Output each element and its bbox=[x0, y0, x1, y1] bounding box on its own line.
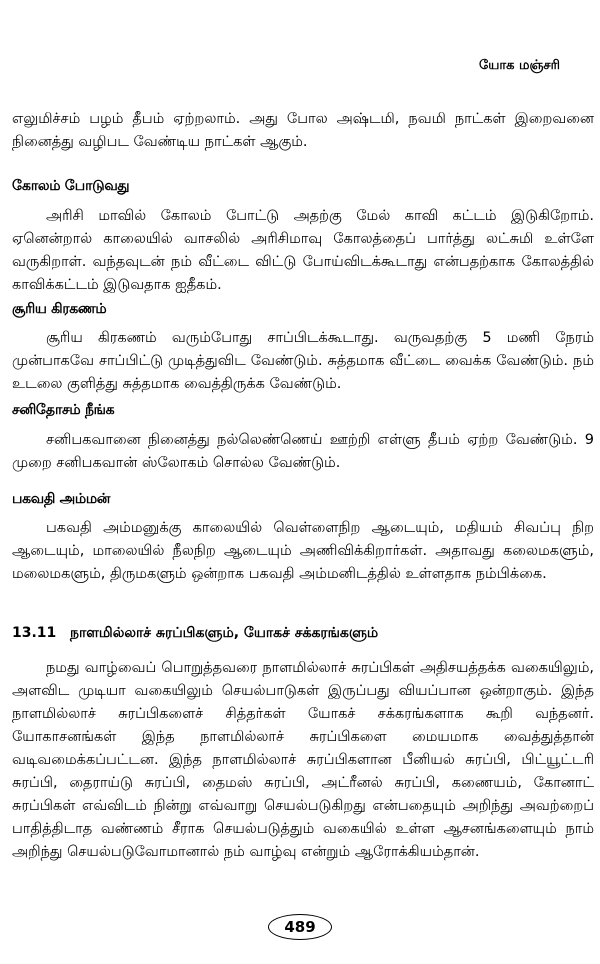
heading-bhagavathi-amman: பகவதி அம்மன் bbox=[12, 491, 111, 507]
paragraph-solar-eclipse: சூரிய கிரகணம் வரும்போது சாப்பிடக்கூடாது. வருவதற்கு 5 மணி நேரம் முன்பாகவே சாப்பிட்டு முடித்துவிட வேண்டும். சுத்தமாக வீட்டை வைக்க வேண்டும். நம் உடலை குளித்து சுத்தமாக வைத்திருக்க வேண்டும். bbox=[12, 330, 594, 392]
heading-solar-eclipse: சூரிய கிரகணம் bbox=[12, 301, 107, 317]
running-head: யோக மஞ்சரி bbox=[479, 58, 560, 73]
heading-kolam: கோலம் போடுவது bbox=[12, 178, 130, 194]
paragraph-sani-dosham: சனிபகவானை நினைத்து நல்லெண்ணெய் ஊற்றி எள்ளு தீபம் ஏற்ற வேண்டும். 9 முறை சனிபகவான் ஸ்லோகம் சொல்ல வேண்டும். bbox=[12, 432, 594, 471]
paragraph-kolam: அரிசி மாவில் கோலம் போட்டு அதற்கு மேல் காவி கட்டம் இடுகிறோம். ஏனென்றால் காலையில் வாசலில் அரிசிமாவு கோலத்தைப் பார்த்து லட்சுமி உள்ளே வருகிறாள். வந்தவுடன் நம் வீட்டை விட்டு போய்விடக்கூடாது என்பதற்காக கோலத்தில் காவிக்கட்டம் இடுவதாக ஐதீகம். bbox=[12, 208, 594, 293]
intro-paragraph: எலுமிச்சம் பழம் தீபம் ஏற்றலாம். அது போல அஷ்டமி, நவமி நாட்கள் இறைவனை நினைத்து வழிபட வேண்டிய நாட்கள் ஆகும். bbox=[12, 111, 594, 150]
paragraph-bhagavathi-amman: பகவதி அம்மனுக்கு காலையில் வெள்ளைநிற ஆடையும், மதியம் சிவப்பு நிற ஆடையும், மாலையில் நீலநிற ஆடையும் அணிவிக்கிறார்கள். அதாவது கலைமகளும், மலைமகளும், திருமகளும் ஒன்றாக பகவதி அம்மனிடத்தில் உள்ளதாக நம்பிக்கை. bbox=[12, 520, 594, 582]
paragraph-endocrine-glands: நமது வாழ்வைப் பொறுத்தவரை நாளமில்லாச் சுரப்பிகள் அதிசயத்தக்க வகையிலும், அளவிட முடியா வகையிலும் செயல்பாடுகள் இருப்பது வியப்பான ஒன்றாகும். இந்த நாளமில்லாச் சுரப்பிகளைச் சித்தர்கள் யோகச் சக்கரங்களாக கூறி வந்தனர். யோகாசனங்கள் இந்த நாளமில்லாச் சுரப்பிகளை மையமாக வைத்துத்தான் வடிவமைக்கப்பட்டன. இந்த நாளமில்லாச் சுரப்பிகளான பீனியல் சுரப்பி, பிட்யூட்டரி சுரப்பி, தைராய்டு சுரப்பி, தைமஸ் சுரப்பி, அட்ரீனல் சுரப்பி, கணையம், கோனாட் சுரப்பிகள் எவ்விடம் நின்று எவ்வாறு செயல்படுகிறது என்பதையும் அறிந்து அவற்றைப் பாதித்திடாத வண்ணம் சீராக செயல்படுத்தும் வகையில் உள்ள ஆசனங்களையும் நாம் அறிந்து செயல்படுவோமானால் நம் வாழ்வு என்றும் ஆரோக்கியம்தான். bbox=[12, 660, 594, 860]
section-number: 13.11 bbox=[12, 625, 57, 641]
section-heading-13-11 bbox=[12, 625, 378, 643]
heading-sani-dosham: சனிதோசம் நீங்க bbox=[12, 402, 115, 418]
page-number: 489 bbox=[268, 914, 332, 940]
section-title: நாளமில்லாச் சுரப்பிகளும், யோகச் சக்கரங்களும் bbox=[70, 625, 379, 641]
